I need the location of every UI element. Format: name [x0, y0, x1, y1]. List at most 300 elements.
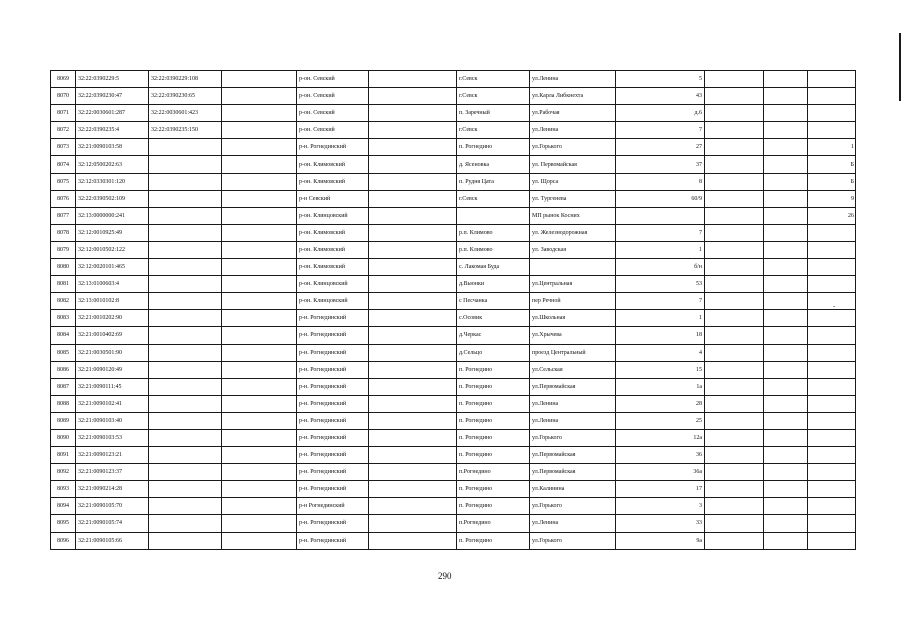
row-number-cell: 8083: [51, 310, 76, 327]
street-cell: ул.Калинина: [530, 481, 616, 498]
empty-cell: [369, 122, 457, 139]
table-row: [51, 515, 856, 532]
prev-cadastral-number-cell: 32:22:0030601:423: [149, 105, 222, 122]
table-row: [51, 241, 856, 258]
empty-cell: [764, 378, 808, 395]
margin-mark: [899, 33, 901, 101]
empty-cell: [764, 71, 808, 88]
empty-cell: [705, 122, 764, 139]
empty-cell: [222, 395, 297, 412]
cadastral-number-cell: 32:12:0020101:465: [76, 259, 149, 276]
street-cell: ул.Горького: [530, 532, 616, 549]
empty-cell: [705, 293, 764, 310]
district-cell: р-н Рогнединский: [297, 498, 369, 515]
locality-cell: п. Рогнедино: [457, 412, 530, 429]
district-cell: р-он. Севский: [297, 122, 369, 139]
prev-cadastral-number-cell: [149, 276, 222, 293]
empty-cell: [764, 327, 808, 344]
row-number-cell: 8096: [51, 532, 76, 549]
empty-cell: [705, 276, 764, 293]
empty-cell: [222, 361, 297, 378]
locality-cell: п. Рогнедино: [457, 429, 530, 446]
prev-cadastral-number-cell: [149, 224, 222, 241]
row-number-cell: 8085: [51, 344, 76, 361]
prev-cadastral-number-cell: [149, 241, 222, 258]
district-cell: р-н Севский: [297, 190, 369, 207]
empty-cell: [369, 190, 457, 207]
locality-cell: г.Севск: [457, 88, 530, 105]
empty-cell: [705, 88, 764, 105]
district-cell: р-н. Рогнединский: [297, 378, 369, 395]
locality-cell: п. Рогнедино: [457, 361, 530, 378]
empty-cell: [222, 207, 297, 224]
table-row: [51, 259, 856, 276]
empty-cell: [222, 464, 297, 481]
district-cell: р-н. Рогнединский: [297, 139, 369, 156]
cadastral-number-cell: 32:22:0390229:5: [76, 71, 149, 88]
house-number-cell: 15: [616, 361, 705, 378]
row-number-cell: 8092: [51, 464, 76, 481]
street-cell: ул.Горького: [530, 429, 616, 446]
table-row: [51, 464, 856, 481]
extra-cell: [808, 71, 856, 88]
prev-cadastral-number-cell: [149, 207, 222, 224]
house-number-cell: [616, 207, 705, 224]
empty-cell: [222, 276, 297, 293]
empty-cell: [222, 412, 297, 429]
empty-cell: [369, 224, 457, 241]
house-number-cell: 28: [616, 395, 705, 412]
house-number-cell: 27: [616, 139, 705, 156]
row-number-cell: 8074: [51, 156, 76, 173]
empty-cell: [705, 361, 764, 378]
empty-cell: [705, 429, 764, 446]
empty-cell: [222, 105, 297, 122]
row-number-cell: 8088: [51, 395, 76, 412]
district-cell: р-н. Рогнединский: [297, 395, 369, 412]
empty-cell: [222, 498, 297, 515]
row-number-cell: 8072: [51, 122, 76, 139]
cadastral-number-cell: 32:21:0090123:37: [76, 464, 149, 481]
row-number-cell: 8071: [51, 105, 76, 122]
row-number-cell: 8093: [51, 481, 76, 498]
empty-cell: [369, 344, 457, 361]
prev-cadastral-number-cell: [149, 464, 222, 481]
cadastral-number-cell: 32:21:0090105:70: [76, 498, 149, 515]
table-row: [51, 105, 856, 122]
cadastral-number-cell: 32:21:0090103:40: [76, 412, 149, 429]
extra-cell: [808, 447, 856, 464]
house-number-cell: 33: [616, 515, 705, 532]
empty-cell: [369, 105, 457, 122]
street-cell: ул.Ленина: [530, 515, 616, 532]
district-cell: р-он. Севский: [297, 105, 369, 122]
prev-cadastral-number-cell: [149, 498, 222, 515]
registry-table: [50, 70, 856, 550]
empty-cell: [222, 310, 297, 327]
street-cell: ул. Железнодорожная: [530, 224, 616, 241]
house-number-cell: 3: [616, 498, 705, 515]
empty-cell: [222, 156, 297, 173]
empty-cell: [222, 122, 297, 139]
district-cell: р-он. Севский: [297, 71, 369, 88]
cadastral-number-cell: 32:21:0010402:69: [76, 327, 149, 344]
locality-cell: п.Рогнедино: [457, 515, 530, 532]
district-cell: р-он. Климовский: [297, 224, 369, 241]
row-number-cell: 8078: [51, 224, 76, 241]
row-number-cell: 8080: [51, 259, 76, 276]
locality-cell: п. Рогнедино: [457, 447, 530, 464]
empty-cell: [369, 71, 457, 88]
empty-cell: [369, 259, 457, 276]
locality-cell: п. Рогнедино: [457, 481, 530, 498]
cadastral-number-cell: 32:21:0090105:66: [76, 532, 149, 549]
street-cell: ул.Рабочая: [530, 105, 616, 122]
empty-cell: [764, 190, 808, 207]
table-row: [51, 412, 856, 429]
extra-cell: [808, 378, 856, 395]
house-number-cell: 7: [616, 122, 705, 139]
cadastral-number-cell: 32:21:0090103:58: [76, 139, 149, 156]
cadastral-number-cell: 32:21:0090214:28: [76, 481, 149, 498]
empty-cell: [705, 327, 764, 344]
table-body: [51, 71, 856, 550]
table-row: [51, 447, 856, 464]
extra-cell: [808, 515, 856, 532]
house-number-cell: 12а: [616, 429, 705, 446]
extra-cell: [808, 276, 856, 293]
cadastral-number-cell: 32:13:0010102:8: [76, 293, 149, 310]
empty-cell: [764, 515, 808, 532]
house-number-cell: 36а: [616, 464, 705, 481]
street-cell: ул.Сельская: [530, 361, 616, 378]
empty-cell: [764, 207, 808, 224]
empty-cell: [764, 105, 808, 122]
empty-cell: [764, 276, 808, 293]
street-cell: ул. Щорса: [530, 173, 616, 190]
street-cell: ул.Карла Либкнехта: [530, 88, 616, 105]
empty-cell: [705, 156, 764, 173]
locality-cell: [457, 207, 530, 224]
district-cell: р-н. Рогнединский: [297, 412, 369, 429]
table-row: [51, 156, 856, 173]
extra-cell: [808, 498, 856, 515]
extra-cell: [808, 327, 856, 344]
extra-cell: [808, 429, 856, 446]
empty-cell: [764, 464, 808, 481]
street-cell: МП рынок Косних: [530, 207, 616, 224]
house-number-cell: 1: [616, 310, 705, 327]
empty-cell: [705, 498, 764, 515]
empty-cell: [764, 139, 808, 156]
table-row: [51, 429, 856, 446]
house-number-cell: д.6: [616, 105, 705, 122]
cadastral-number-cell: 32:12:0500202:63: [76, 156, 149, 173]
empty-cell: [764, 447, 808, 464]
empty-cell: [369, 378, 457, 395]
locality-cell: п. Рудня Цата: [457, 173, 530, 190]
extra-cell: [808, 259, 856, 276]
locality-cell: д.Сельцо: [457, 344, 530, 361]
empty-cell: [369, 293, 457, 310]
empty-cell: [369, 361, 457, 378]
district-cell: р-н. Рогнединский: [297, 344, 369, 361]
extra-cell: [808, 344, 856, 361]
row-number-cell: 8084: [51, 327, 76, 344]
district-cell: р-он. Климовский: [297, 241, 369, 258]
row-number-cell: 8079: [51, 241, 76, 258]
locality-cell: п. Рогнедино: [457, 139, 530, 156]
empty-cell: [369, 395, 457, 412]
empty-cell: [369, 532, 457, 549]
cadastral-number-cell: 32:21:0090123:21: [76, 447, 149, 464]
locality-cell: р.п. Климово: [457, 224, 530, 241]
prev-cadastral-number-cell: [149, 259, 222, 276]
street-cell: ул.Центральная: [530, 276, 616, 293]
row-number-cell: 8090: [51, 429, 76, 446]
table-row: [51, 276, 856, 293]
prev-cadastral-number-cell: [149, 156, 222, 173]
empty-cell: [705, 241, 764, 258]
cadastral-number-cell: 32:21:0090111:45: [76, 378, 149, 395]
table-row: [51, 327, 856, 344]
house-number-cell: 17: [616, 481, 705, 498]
empty-cell: [764, 122, 808, 139]
table-row: [51, 293, 856, 310]
house-number-cell: 60/9: [616, 190, 705, 207]
prev-cadastral-number-cell: [149, 447, 222, 464]
cadastral-number-cell: 32:21:0010202:90: [76, 310, 149, 327]
cadastral-number-cell: 32:21:0090105:74: [76, 515, 149, 532]
empty-cell: [705, 515, 764, 532]
empty-cell: [369, 241, 457, 258]
house-number-cell: 7: [616, 293, 705, 310]
empty-cell: [222, 88, 297, 105]
house-number-cell: 18: [616, 327, 705, 344]
street-cell: ул.Первомайская: [530, 447, 616, 464]
street-cell: ул.Ленина: [530, 122, 616, 139]
prev-cadastral-number-cell: 32:22:0390235:150: [149, 122, 222, 139]
empty-cell: [705, 105, 764, 122]
extra-cell: [808, 105, 856, 122]
street-cell: ул. Тургенева: [530, 190, 616, 207]
table-row: [51, 498, 856, 515]
cadastral-number-cell: 32:21:0090120:49: [76, 361, 149, 378]
street-cell: ул.Первомайская: [530, 464, 616, 481]
empty-cell: [764, 241, 808, 258]
prev-cadastral-number-cell: [149, 378, 222, 395]
prev-cadastral-number-cell: [149, 429, 222, 446]
district-cell: р-н. Рогнединский: [297, 310, 369, 327]
empty-cell: [705, 481, 764, 498]
table-row: [51, 310, 856, 327]
locality-cell: с.Осовик: [457, 310, 530, 327]
prev-cadastral-number-cell: [149, 481, 222, 498]
locality-cell: р.п. Климово: [457, 241, 530, 258]
district-cell: р-н. Рогнединский: [297, 532, 369, 549]
cadastral-number-cell: 32:13:0100603:4: [76, 276, 149, 293]
table-row: [51, 207, 856, 224]
table-row: [51, 88, 856, 105]
extra-cell: [808, 122, 856, 139]
empty-cell: [764, 310, 808, 327]
locality-cell: г.Севск: [457, 190, 530, 207]
empty-cell: [764, 361, 808, 378]
house-number-cell: 53: [616, 276, 705, 293]
prev-cadastral-number-cell: 32:22:0390229:108: [149, 71, 222, 88]
extra-cell: 1: [808, 139, 856, 156]
extra-cell: 9: [808, 190, 856, 207]
empty-cell: [705, 173, 764, 190]
house-number-cell: 9а: [616, 532, 705, 549]
locality-cell: п. Рогнедино: [457, 395, 530, 412]
empty-cell: [222, 173, 297, 190]
district-cell: р-н. Рогнединский: [297, 447, 369, 464]
locality-cell: д.Черкас: [457, 327, 530, 344]
locality-cell: п. Рогнедино: [457, 378, 530, 395]
district-cell: р-он. Клинцовский: [297, 276, 369, 293]
empty-cell: [764, 259, 808, 276]
cadastral-number-cell: 32:22:0390502:109: [76, 190, 149, 207]
table-row: [51, 173, 856, 190]
prev-cadastral-number-cell: [149, 293, 222, 310]
empty-cell: [705, 207, 764, 224]
empty-cell: [705, 224, 764, 241]
street-cell: ул. Заводская: [530, 241, 616, 258]
empty-cell: [222, 447, 297, 464]
empty-cell: [369, 327, 457, 344]
extra-cell: Б: [808, 173, 856, 190]
extra-cell: [808, 224, 856, 241]
table-row: [51, 395, 856, 412]
empty-cell: [369, 412, 457, 429]
street-cell: ул.Горького: [530, 498, 616, 515]
row-number-cell: 8086: [51, 361, 76, 378]
empty-cell: [705, 532, 764, 549]
empty-cell: [705, 344, 764, 361]
empty-cell: [222, 378, 297, 395]
extra-cell: [808, 412, 856, 429]
empty-cell: [222, 259, 297, 276]
row-number-cell: 8075: [51, 173, 76, 190]
table-row: [51, 122, 856, 139]
cadastral-number-cell: 32:22:0030601:287: [76, 105, 149, 122]
extra-cell: [808, 88, 856, 105]
empty-cell: [369, 498, 457, 515]
empty-cell: [705, 412, 764, 429]
locality-cell: п. Заречный: [457, 105, 530, 122]
empty-cell: [222, 532, 297, 549]
empty-cell: [764, 498, 808, 515]
row-number-cell: 8069: [51, 71, 76, 88]
row-number-cell: 8082: [51, 293, 76, 310]
prev-cadastral-number-cell: [149, 515, 222, 532]
empty-cell: [369, 139, 457, 156]
extra-cell: [808, 241, 856, 258]
empty-cell: [764, 173, 808, 190]
row-number-cell: 8087: [51, 378, 76, 395]
district-cell: р-н. Рогнединский: [297, 429, 369, 446]
extra-cell: [808, 481, 856, 498]
table-row: [51, 71, 856, 88]
row-number-cell: 8077: [51, 207, 76, 224]
row-number-cell: 8070: [51, 88, 76, 105]
cadastral-number-cell: 32:12:0330301:120: [76, 173, 149, 190]
table-row: [51, 139, 856, 156]
house-number-cell: б/н: [616, 259, 705, 276]
locality-cell: д.Вьюнки: [457, 276, 530, 293]
empty-cell: [222, 327, 297, 344]
street-cell: [530, 259, 616, 276]
street-cell: ул.Школьная: [530, 310, 616, 327]
house-number-cell: 8: [616, 173, 705, 190]
row-number-cell: 8076: [51, 190, 76, 207]
extra-cell: 26: [808, 207, 856, 224]
empty-cell: [369, 276, 457, 293]
empty-cell: [369, 310, 457, 327]
empty-cell: [369, 207, 457, 224]
empty-cell: [764, 344, 808, 361]
row-number-cell: 8081: [51, 276, 76, 293]
locality-cell: п.Рогнедино: [457, 464, 530, 481]
locality-cell: п. Рогнедино: [457, 532, 530, 549]
cadastral-number-cell: 32:21:0030501:90: [76, 344, 149, 361]
cadastral-number-cell: 32:12:0010502:122: [76, 241, 149, 258]
empty-cell: [222, 71, 297, 88]
empty-cell: [369, 429, 457, 446]
row-number-cell: 8091: [51, 447, 76, 464]
row-number-cell: 8094: [51, 498, 76, 515]
house-number-cell: 36: [616, 447, 705, 464]
empty-cell: [369, 88, 457, 105]
row-number-cell: 8089: [51, 412, 76, 429]
street-cell: ул.Горького: [530, 139, 616, 156]
empty-cell: [369, 464, 457, 481]
street-cell: ул. Первомайская: [530, 156, 616, 173]
cadastral-number-cell: 32:13:0000000:241: [76, 207, 149, 224]
prev-cadastral-number-cell: [149, 327, 222, 344]
house-number-cell: 1: [616, 241, 705, 258]
empty-cell: [369, 515, 457, 532]
table-row: [51, 224, 856, 241]
empty-cell: [764, 429, 808, 446]
table-row: [51, 532, 856, 549]
empty-cell: [369, 156, 457, 173]
empty-cell: [705, 464, 764, 481]
empty-cell: [222, 481, 297, 498]
district-cell: р-он. Климовский: [297, 259, 369, 276]
empty-cell: [705, 259, 764, 276]
district-cell: р-н. Рогнединский: [297, 327, 369, 344]
prev-cadastral-number-cell: [149, 532, 222, 549]
empty-cell: [705, 378, 764, 395]
street-cell: проезд Центральный: [530, 344, 616, 361]
district-cell: р-он. Севский: [297, 88, 369, 105]
empty-cell: [705, 447, 764, 464]
extra-cell: [808, 361, 856, 378]
table-row: [51, 361, 856, 378]
cadastral-number-cell: 32:22:0390235:4: [76, 122, 149, 139]
empty-cell: [222, 429, 297, 446]
street-cell: ул.Хрычева: [530, 327, 616, 344]
page-number: 290: [438, 571, 452, 581]
empty-cell: [764, 88, 808, 105]
table-row: [51, 190, 856, 207]
prev-cadastral-number-cell: [149, 395, 222, 412]
prev-cadastral-number-cell: [149, 361, 222, 378]
extra-cell: [808, 310, 856, 327]
row-number-cell: 8095: [51, 515, 76, 532]
